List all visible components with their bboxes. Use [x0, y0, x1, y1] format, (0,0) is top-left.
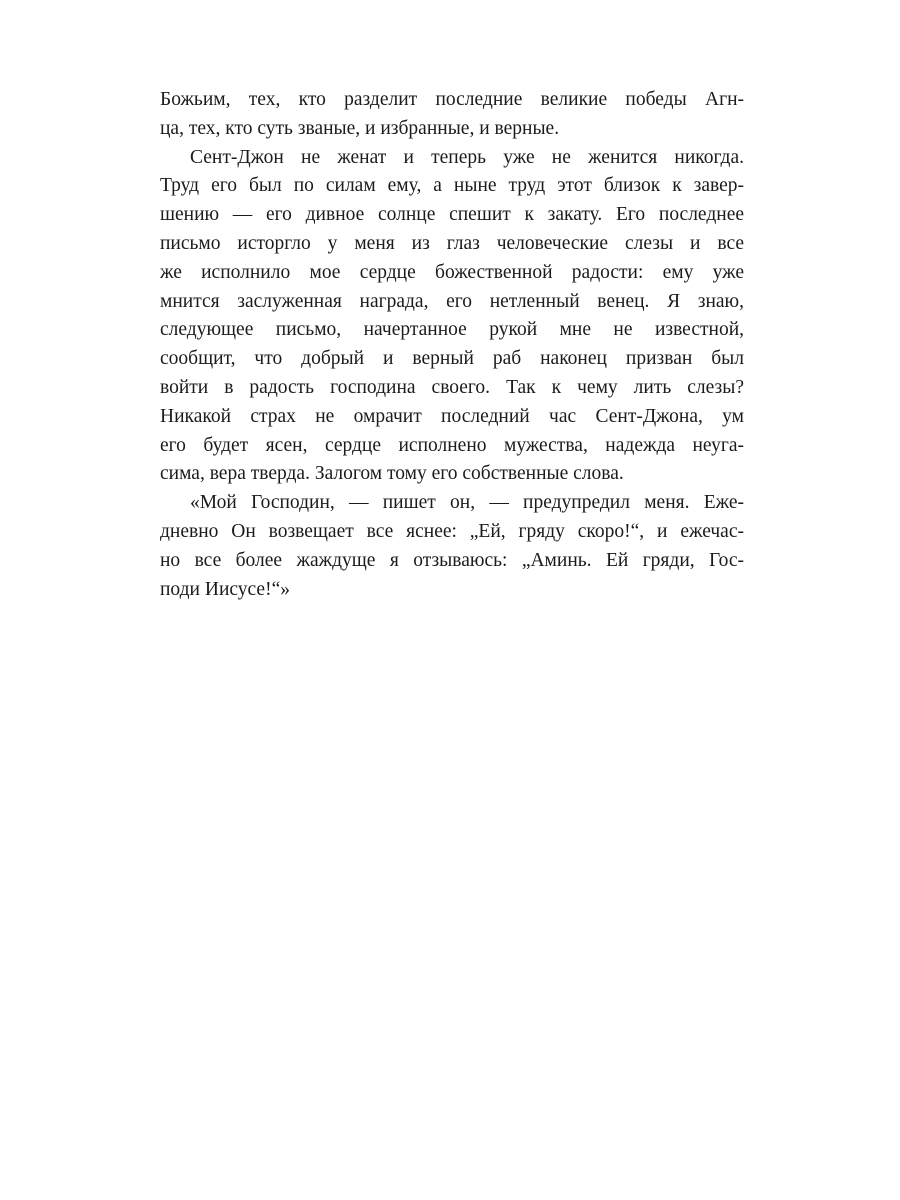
text-line: ца, тех, кто суть званые, и избранные, и верные. — [160, 117, 560, 139]
text-line: «Мой Господин, — пишет он, — предупредил меня. Еже- — [190, 492, 744, 514]
text-line: его будет ясен, сердце исполнено мужества, надежда неуга- — [160, 434, 744, 456]
text-line: Сент-Джон не женат и теперь уже не женится никогда. — [190, 146, 744, 168]
page-text-block — [160, 86, 744, 604]
text-line: мнится заслуженная награда, его нетленный венец. Я знаю, — [160, 290, 744, 312]
text-line: дневно Он возвещает все яснее: „Ей, гряду скоро!“, и ежечас- — [160, 520, 744, 542]
text-line: сима, вера тверда. Залогом тому его собственные слова. — [160, 463, 624, 485]
text-line: следующее письмо, начертанное рукой мне не известной, — [160, 319, 744, 341]
text-line: сообщит, что добрый и верный раб наконец призван был — [160, 348, 744, 370]
paragraph-continuation — [160, 86, 744, 144]
paragraph-st-john — [160, 144, 744, 490]
text-line: письмо исторгло у меня из глаз человеческие слезы и все — [160, 232, 744, 254]
paragraph-final-quote — [160, 489, 744, 604]
text-line: шению — его дивное солнце спешит к закату. Его последнее — [160, 204, 744, 226]
text-line: но все более жаждуще я отзываюсь: „Аминь. Ей гряди, Гос- — [160, 549, 744, 571]
text-line: Никакой страх не омрачит последний час Сент-Джона, ум — [160, 405, 744, 427]
text-line: войти в радость господина своего. Так к чему лить слезы? — [160, 376, 744, 398]
text-line: Труд его был по силам ему, а ныне труд этот близок к завер- — [160, 175, 744, 197]
text-line: поди Иисусе!“» — [160, 578, 290, 600]
text-line: Божьим, тех, кто разделит последние великие победы Агн- — [160, 89, 744, 110]
text-line: же исполнило мое сердце божественной радости: ему уже — [160, 261, 744, 283]
